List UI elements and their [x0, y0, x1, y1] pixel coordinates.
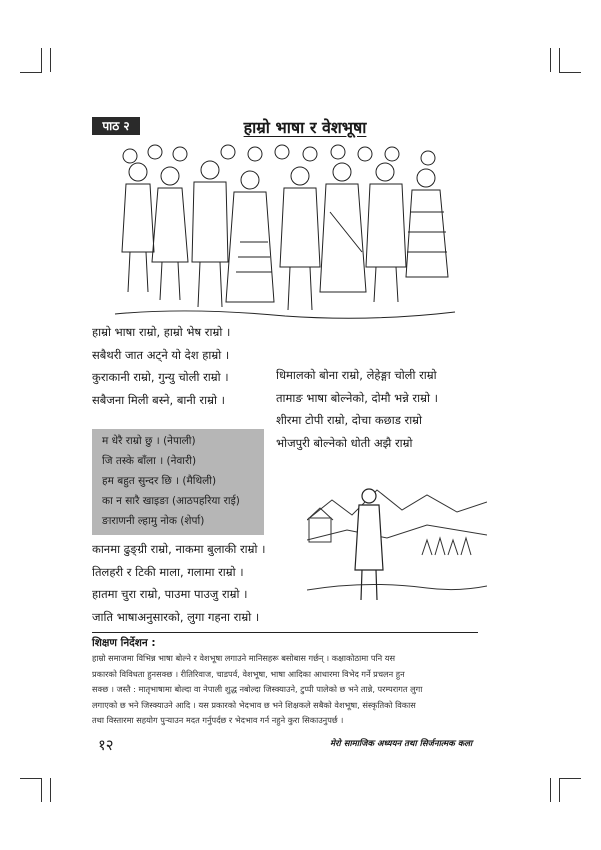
crop-mark	[50, 778, 51, 802]
teaching-note-title: शिक्षण निर्देशन :	[92, 637, 156, 649]
poem-stanza-right	[276, 364, 438, 454]
girl-landscape-illustration	[307, 480, 487, 610]
poem-line: सबैथरी जात अट्ने यो देश हाम्रो ।	[92, 347, 230, 362]
crop-mark	[20, 778, 42, 779]
poem-line: शीरमा टोपी राम्रो, दोचा कछाड राम्रो	[276, 413, 423, 427]
lesson-tag: पाठ २	[92, 117, 140, 135]
poem-line: धिमालको बोना राम्रो, लेहेङ्गा चोली राम्रो	[276, 368, 437, 382]
language-example: ङाराणनी ल्हामु नोक (शेर्पा)	[102, 515, 205, 527]
language-example: म धेरै राम्रो छु । (नेपाली)	[102, 435, 196, 447]
poem-line: कानमा ढुङ्ग्री राम्रो, नाकमा बुलाकी राम्रो ।	[92, 542, 266, 556]
teaching-note-line: हाम्रो समाजमा विभिन्न भाषा बोल्ने र वेशभूषा लगाउने मानिसहरू बसोबास गर्छन् । कक्षाकोठामा पनि यस	[92, 653, 396, 663]
crop-mark	[550, 778, 551, 802]
language-examples-box	[92, 429, 264, 535]
crop-mark	[559, 778, 581, 779]
teaching-note-line: सक्छ । जस्तै : मातृभाषामा बोल्दा वा नेपाली शुद्ध नबोल्दा जिस्क्याउने, टुप्पी पालेको छ भने तान्ने, परम्परागत लुगा	[92, 684, 423, 694]
page-title: हाम्रो भाषा र वेशभूषा	[243, 118, 367, 137]
poem-line: तिलहरी र टिकी माला, गलामा राम्रो ।	[92, 564, 244, 579]
crop-mark	[50, 48, 51, 72]
poem-line: सबैजना मिली बस्ने, बानी राम्रो ।	[92, 392, 225, 407]
divider	[92, 632, 478, 633]
crowd-illustration	[110, 142, 460, 322]
poem-line: हाम्रो भाषा राम्रो, हाम्रो भेष राम्रो ।	[92, 325, 231, 339]
book-title: मेरो सामाजिक अध्ययन तथा सिर्जनात्मक कला	[330, 739, 473, 749]
page-number: १२	[98, 736, 114, 754]
poem-stanza-2	[92, 538, 266, 628]
crop-mark	[41, 778, 42, 802]
poem-line: हातमा चुरा राम्रो, पाउमा पाउजु राम्रो ।	[92, 587, 248, 601]
poem-line: कुराकानी राम्रो, गुन्यु चोली राम्रो ।	[92, 370, 229, 384]
poem-line: तामाङ भाषा बोल्नेको, दोमौ भन्ने राम्रो ।	[276, 390, 438, 405]
teaching-note	[92, 651, 482, 729]
teaching-note-line: तथा विस्तारमा सहयोग पुऱ्याउन मदत गर्नुपर्दछ र भेदभाव गर्न नहुने कुरा सिकाउनुपर्छ ।	[92, 715, 344, 725]
poem-line: भोजपुरी बोल्नेको धोती अझै राम्रो	[276, 435, 413, 450]
crop-mark	[20, 72, 42, 73]
language-example: का न सारै खाइङा (आठपहरिया राई)	[102, 495, 240, 507]
language-example: हम बहुत सुन्दर छि । (मैथिली)	[102, 475, 217, 487]
teaching-note-line: लगाएको छ भने जिस्क्याउने आदि । यस प्रकारको भेदभाव छ भने शिक्षकले सबैको वेशभूषा, संस्कृतिको विकास	[92, 699, 416, 710]
crop-mark	[41, 48, 42, 72]
teaching-note-line: प्रकारको विविधता हुनसक्छ । रीतिरिवाज, चाडपर्व, वेशभूषा, भाषा आदिका आधारमा विभेद गर्ने प्रचलन हुन	[92, 668, 405, 679]
crop-mark	[559, 778, 560, 802]
crop-mark	[559, 72, 581, 73]
poem-stanza-1	[92, 321, 230, 411]
language-example: जि तस्के बाँला । (नेवारी)	[102, 455, 197, 467]
crop-mark	[559, 48, 560, 72]
poem-line: जाति भाषाअनुसारको, लुगा गहना राम्रो ।	[92, 609, 260, 624]
crop-mark	[550, 48, 551, 72]
